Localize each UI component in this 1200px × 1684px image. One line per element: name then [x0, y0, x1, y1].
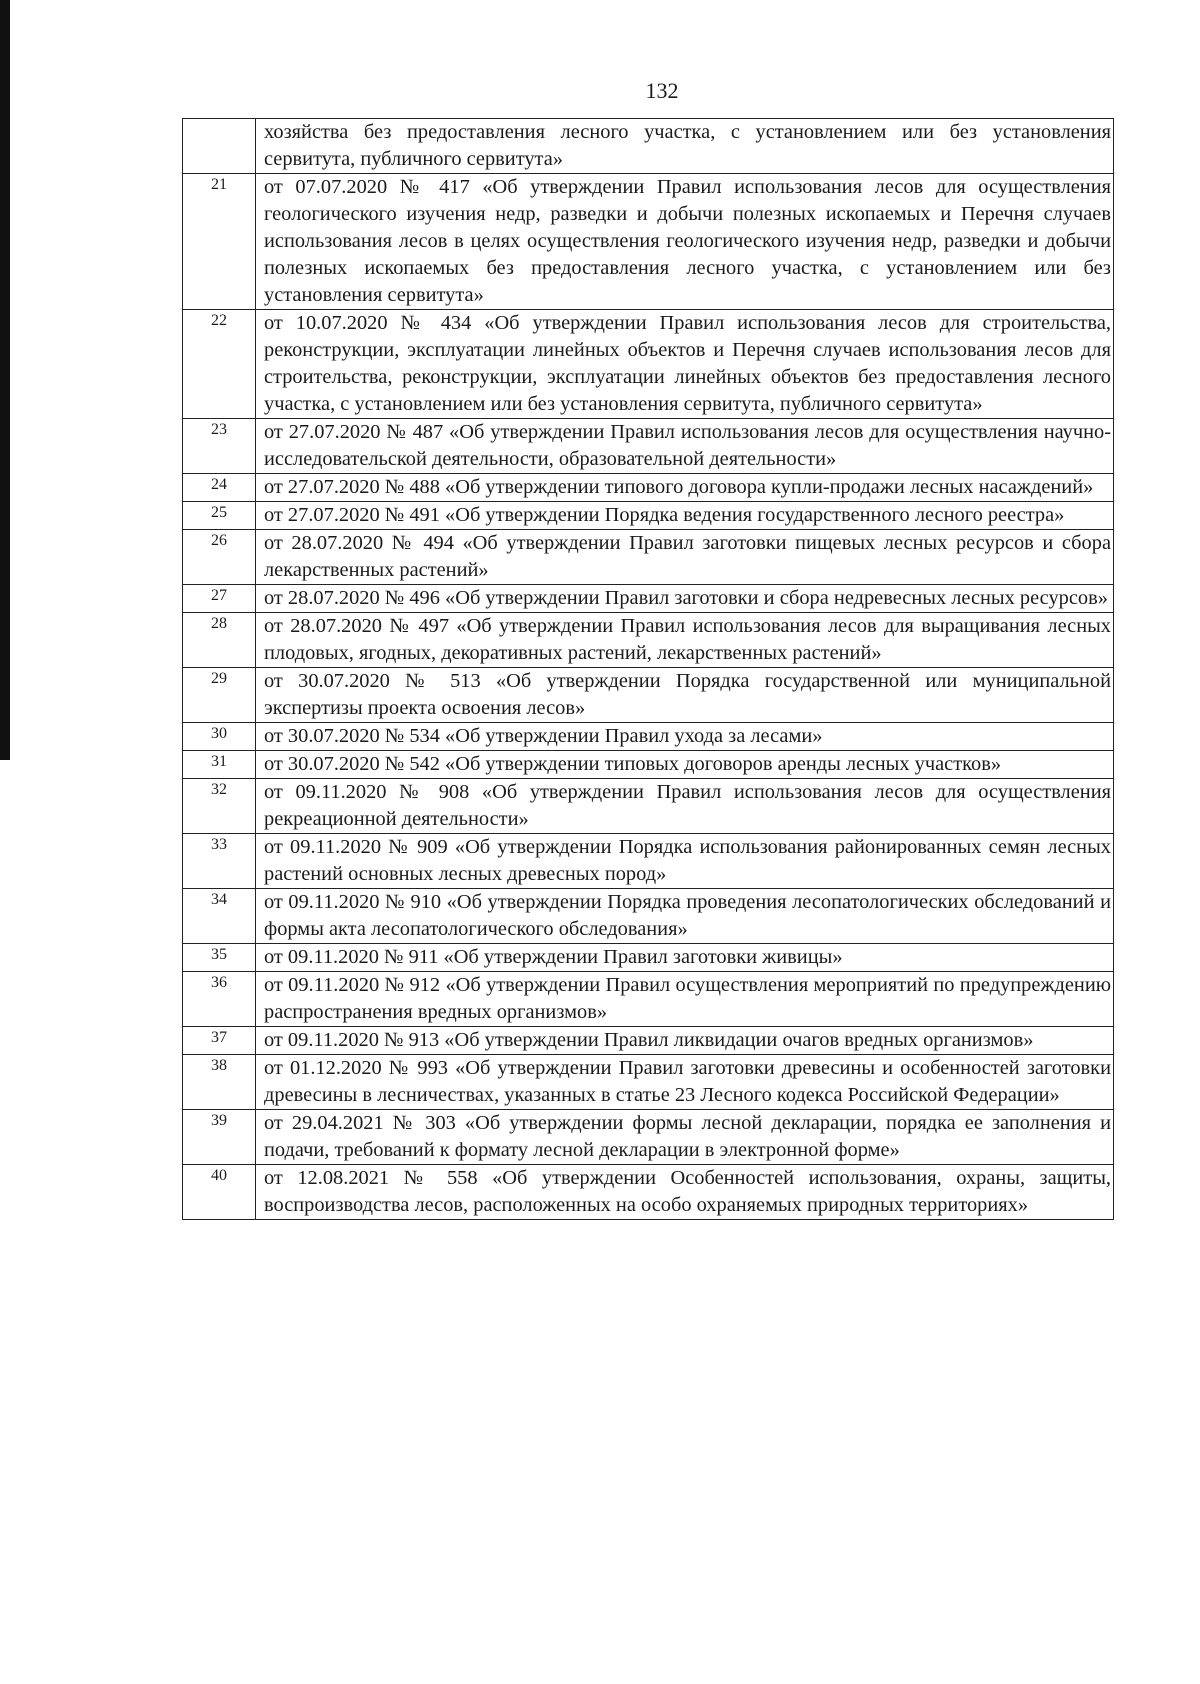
- table-row: [183, 668, 1114, 723]
- row-number: 33: [183, 834, 256, 889]
- row-text: от 28.07.2020 № 497 «Об утверждении Правил использования лесов для выращивания лесных плодовых, ягодных, декоративных растений, лекарственных растений»: [256, 613, 1114, 668]
- row-number: 23: [183, 419, 256, 474]
- table-row: [183, 972, 1114, 1027]
- row-number: 28: [183, 613, 256, 668]
- row-number: 36: [183, 972, 256, 1027]
- row-text: от 30.07.2020 № 542 «Об утверждении типовых договоров аренды лесных участков»: [256, 751, 1114, 779]
- table-row: [183, 530, 1114, 585]
- row-number: 37: [183, 1027, 256, 1055]
- row-text: от 27.07.2020 № 488 «Об утверждении типового договора купли-продажи лесных насаждений»: [256, 474, 1114, 502]
- row-text: от 28.07.2020 № 494 «Об утверждении Правил заготовки пищевых лесных ресурсов и сбора лекарственных растений»: [256, 530, 1114, 585]
- row-number: [183, 119, 256, 174]
- row-text: от 09.11.2020 № 913 «Об утверждении Правил ликвидации очагов вредных организмов»: [256, 1027, 1114, 1055]
- row-number: 24: [183, 474, 256, 502]
- table-row: [183, 119, 1114, 174]
- row-number: 31: [183, 751, 256, 779]
- table-row: [183, 834, 1114, 889]
- table-row: [183, 419, 1114, 474]
- row-text: от 12.08.2021 № 558 «Об утверждении Особенностей использования, охраны, защиты, воспроизводства лесов, расположенных на особо охраняемых природных территориях»: [256, 1165, 1114, 1220]
- row-number: 40: [183, 1165, 256, 1220]
- table-row: [183, 1110, 1114, 1165]
- row-text: от 28.07.2020 № 496 «Об утверждении Правил заготовки и сбора недревесных лесных ресурсов»: [256, 585, 1114, 613]
- row-text: хозяйства без предоставления лесного участка, с установлением или без установления сервитута, публичного сервитута»: [256, 119, 1114, 174]
- row-text: от 09.11.2020 № 908 «Об утверждении Правил использования лесов для осуществления рекреационной деятельности»: [256, 779, 1114, 834]
- table-row: [183, 310, 1114, 419]
- row-text: от 09.11.2020 № 911 «Об утверждении Правил заготовки живицы»: [256, 944, 1114, 972]
- table-body: [183, 119, 1114, 1220]
- table-row: [183, 174, 1114, 310]
- row-text: от 09.11.2020 № 912 «Об утверждении Правил осуществления мероприятий по предупреждению распространения вредных организмов»: [256, 972, 1114, 1027]
- row-number: 21: [183, 174, 256, 310]
- row-number: 25: [183, 502, 256, 530]
- row-text: от 10.07.2020 № 434 «Об утверждении Правил использования лесов для строительства, реконструкции, эксплуатации линейных объектов и Перечня случаев использования лесов для строительства, реконструкции, эксплуатации линейных объектов без предоставления лесного участка, с установлением или без установления сервитута, публичного сервитута»: [256, 310, 1114, 419]
- row-number: 26: [183, 530, 256, 585]
- row-number: 39: [183, 1110, 256, 1165]
- row-number: 27: [183, 585, 256, 613]
- row-text: от 30.07.2020 № 534 «Об утверждении Правил ухода за лесами»: [256, 723, 1114, 751]
- row-text: от 09.11.2020 № 909 «Об утверждении Порядка использования районированных семян лесных растений основных лесных древесных пород»: [256, 834, 1114, 889]
- row-number: 30: [183, 723, 256, 751]
- table-row: [183, 751, 1114, 779]
- table-row: [183, 613, 1114, 668]
- table-row: [183, 585, 1114, 613]
- table-row: [183, 779, 1114, 834]
- scan-edge: [0, 0, 10, 760]
- row-number: 38: [183, 1055, 256, 1110]
- legal-acts-table: [182, 118, 1114, 1220]
- page-number: 132: [645, 78, 679, 103]
- table-row: [183, 1027, 1114, 1055]
- row-text: от 27.07.2020 № 487 «Об утверждении Правил использования лесов для осуществления научно-исследовательской деятельности, образовательной деятельности»: [256, 419, 1114, 474]
- row-text: от 29.04.2021 № 303 «Об утверждении формы лесной декларации, порядка ее заполнения и подачи, требований к формату лесной декларации в электронной форме»: [256, 1110, 1114, 1165]
- table-row: [183, 1055, 1114, 1110]
- row-text: от 01.12.2020 № 993 «Об утверждении Правил заготовки древесины и особенностей заготовки древесины в лесничествах, указанных в статье 23 Лесного кодекса Российской Федерации»: [256, 1055, 1114, 1110]
- table-row: [183, 944, 1114, 972]
- table-row: [183, 1165, 1114, 1220]
- row-text: от 07.07.2020 № 417 «Об утверждении Правил использования лесов для осуществления геологического изучения недр, разведки и добычи полезных ископаемых и Перечня случаев использования лесов в целях осуществления геологического изучения недр, разведки и добычи полезных ископаемых без предоставления лесного участка, с установлением или без установления сервитута»: [256, 174, 1114, 310]
- table-row: [183, 474, 1114, 502]
- table-row: [183, 502, 1114, 530]
- row-number: 35: [183, 944, 256, 972]
- row-number: 32: [183, 779, 256, 834]
- row-number: 22: [183, 310, 256, 419]
- row-number: 34: [183, 889, 256, 944]
- row-text: от 27.07.2020 № 491 «Об утверждении Порядка ведения государственного лесного реестра»: [256, 502, 1114, 530]
- table-row: [183, 723, 1114, 751]
- table-row: [183, 889, 1114, 944]
- row-text: от 30.07.2020 № 513 «Об утверждении Порядка государственной или муниципальной экспертизы проекта освоения лесов»: [256, 668, 1114, 723]
- row-number: 29: [183, 668, 256, 723]
- row-text: от 09.11.2020 № 910 «Об утверждении Порядка проведения лесопатологических обследований и формы акта лесопатологического обследования»: [256, 889, 1114, 944]
